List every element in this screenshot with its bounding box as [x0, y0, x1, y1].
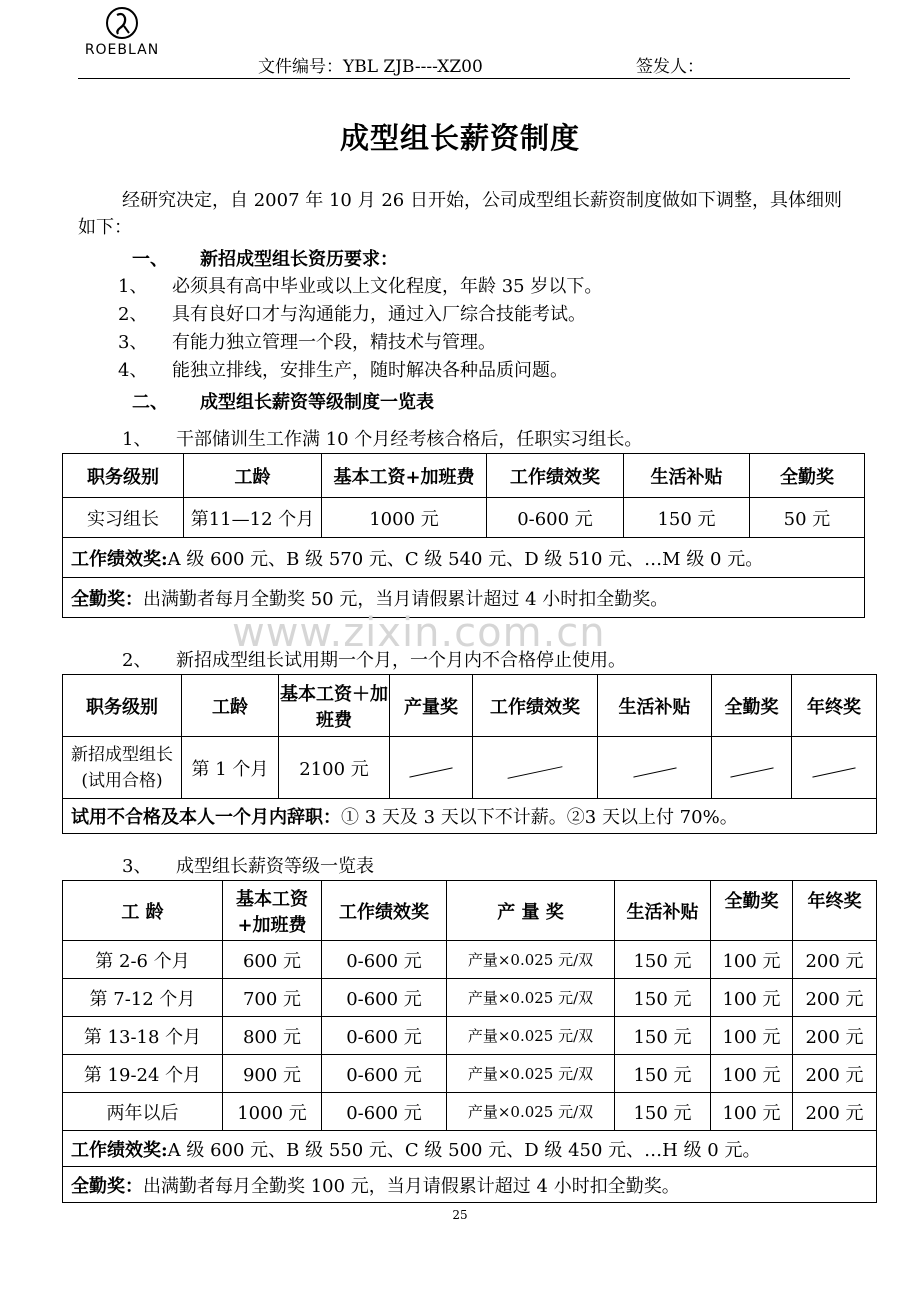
performance-bonus-note	[63, 1131, 877, 1167]
table-cell: 第 13-18 个月	[63, 1017, 223, 1055]
section2-number: 二、	[132, 392, 168, 413]
table-cell: 0-600 元	[322, 941, 447, 979]
table1-caption-number: 1、	[122, 429, 152, 450]
empty-cell	[792, 737, 877, 799]
table-header-cell: 工作绩效奖	[487, 454, 624, 498]
table-cell: 700 元	[223, 979, 322, 1017]
table-cell: 第 1 个月	[182, 737, 279, 799]
table-cell: 1000 元	[223, 1093, 322, 1131]
table3-caption	[122, 852, 374, 878]
list-item-number: 4、	[118, 360, 148, 381]
list-item	[118, 272, 602, 298]
table-header-cell: 年终奖	[793, 881, 877, 941]
note-text: 出满勤者每月全勤奖 50 元，当月请假累计超过 4 小时扣全勤奖。	[143, 588, 669, 610]
table-cell: 2100 元	[279, 737, 390, 799]
table1-caption-text: 干部储训生工作满 10 个月经考核合格后，任职实习组长。	[176, 429, 643, 450]
list-item-text: 具有良好口才与沟通能力，通过入厂综合技能考试。	[172, 304, 586, 325]
table-header-cell: 职务级别	[63, 454, 184, 498]
attendance-bonus-note	[63, 1167, 877, 1203]
table-cell: 100 元	[711, 941, 793, 979]
empty-cell	[390, 737, 473, 799]
note-text: A 级 600 元、B 级 570 元、C 级 540 元、D 级 510 元、…M 级 0 元。	[167, 548, 764, 570]
table-header-cell: 产 量 奖	[447, 881, 615, 941]
list-item-number: 1、	[118, 276, 148, 297]
table-header-cell: 生活补贴	[624, 454, 750, 498]
table-cell: 第 7-12 个月	[63, 979, 223, 1017]
logo-text: ROEBLAN	[84, 42, 160, 58]
table-row	[63, 979, 877, 1017]
table-trainee-leader	[62, 453, 865, 618]
table-header-cell: 基本工资+加班费	[322, 454, 487, 498]
table-header-cell: 基本工资+加班费	[223, 881, 322, 941]
performance-bonus-note	[63, 538, 865, 578]
table3-caption-text: 成型组长薪资等级一览表	[176, 856, 374, 877]
watermark: www.zixin.com.cn	[232, 610, 606, 656]
table-cell: 0-600 元	[322, 1093, 447, 1131]
page-title: 成型组长薪资制度	[339, 121, 580, 155]
table-row	[63, 1093, 877, 1131]
table-row	[63, 737, 877, 799]
table-cell: 200 元	[793, 1055, 877, 1093]
table-probation-leader	[62, 674, 877, 834]
dash-mark	[633, 767, 676, 777]
empty-cell	[598, 737, 712, 799]
table-cell: 100 元	[711, 979, 793, 1017]
table-cell: 0-600 元	[322, 979, 447, 1017]
empty-cell	[473, 737, 598, 799]
note-label: 工作绩效奖:	[71, 1139, 168, 1161]
table-cell: 第 19-24 个月	[63, 1055, 223, 1093]
table-header-cell: 生活补贴	[615, 881, 711, 941]
list-item-number: 2、	[118, 304, 148, 325]
table-leader-salary-grades	[62, 880, 877, 1203]
table2-caption-text: 新招成型组长试用期一个月，一个月内不合格停止使用。	[176, 650, 626, 671]
table-cell: 100 元	[711, 1055, 793, 1093]
table-cell: 产量×0.025 元/双	[447, 1017, 615, 1055]
table-cell: 600 元	[223, 941, 322, 979]
table-note-row	[63, 538, 865, 578]
page-number: 25	[452, 1208, 468, 1222]
table-note-row	[63, 1167, 877, 1203]
table-cell: 两年以后	[63, 1093, 223, 1131]
table-cell: 新招成型组长(试用合格)	[63, 737, 182, 799]
probation-note	[63, 799, 877, 834]
section1-number: 一、	[132, 249, 168, 270]
table-cell: 第 2-6 个月	[63, 941, 223, 979]
table-note-row	[63, 1131, 877, 1167]
note-label: 全勤奖：	[71, 588, 143, 610]
note-text: A 级 600 元、B 级 550 元、C 级 500 元、D 级 450 元、…H 级 0 元。	[167, 1139, 761, 1161]
table-cell: 150 元	[615, 979, 711, 1017]
table-header-cell: 产量奖	[390, 675, 473, 737]
empty-cell	[712, 737, 792, 799]
table-cell: 200 元	[793, 979, 877, 1017]
note-label: 工作绩效奖:	[71, 548, 168, 570]
list-item	[118, 328, 496, 354]
table-header-cell: 全勤奖	[711, 881, 793, 941]
table-cell: 产量×0.025 元/双	[447, 1093, 615, 1131]
note-text: ① 3 天及 3 天以下不计薪。②3 天以上付 70%。	[341, 807, 738, 828]
table-row	[63, 1017, 877, 1055]
list-item-text: 有能力独立管理一个段，精技术与管理。	[172, 332, 496, 353]
table-header-cell: 工龄	[182, 675, 279, 737]
table2-caption-number: 2、	[122, 650, 152, 671]
table-cell: 100 元	[711, 1093, 793, 1131]
file-number: 文件编号：YBL ZJB----XZ00	[258, 57, 483, 77]
table-cell: 200 元	[793, 1017, 877, 1055]
dash-mark	[508, 766, 563, 779]
table-header-cell: 工作绩效奖	[322, 881, 447, 941]
table-header-cell: 基本工资＋加班费	[279, 675, 390, 737]
table2-caption	[122, 646, 626, 672]
table-cell: 800 元	[223, 1017, 322, 1055]
section1-heading-text: 新招成型组长资历要求：	[200, 249, 398, 270]
table-cell: 1000 元	[322, 498, 487, 538]
table-cell: 150 元	[615, 1017, 711, 1055]
section2-heading	[132, 388, 434, 414]
table-cell: 50 元	[750, 498, 865, 538]
note-label: 全勤奖：	[71, 1175, 143, 1197]
table-cell: 0-600 元	[322, 1017, 447, 1055]
table-cell: 900 元	[223, 1055, 322, 1093]
table3-caption-number: 3、	[122, 856, 152, 877]
table-row	[63, 1055, 877, 1093]
dash-mark	[409, 767, 452, 777]
table-header-cell: 工作绩效奖	[473, 675, 598, 737]
dash-mark	[812, 767, 855, 777]
table-header-cell: 工龄	[184, 454, 322, 498]
table-cell: 产量×0.025 元/双	[447, 979, 615, 1017]
section1-heading	[132, 245, 398, 271]
table-cell: 0-600 元	[487, 498, 624, 538]
table-cell: 150 元	[615, 941, 711, 979]
list-item	[118, 356, 568, 382]
note-label: 试用不合格及本人一个月内辞职：	[71, 807, 341, 828]
dash-mark	[730, 767, 773, 777]
table-header-cell: 职务级别	[63, 675, 182, 737]
table-cell: 200 元	[793, 1093, 877, 1131]
table-cell: 实习组长	[63, 498, 184, 538]
table1-caption	[122, 425, 642, 451]
table-cell: 产量×0.025 元/双	[447, 941, 615, 979]
table-cell: 0-600 元	[322, 1055, 447, 1093]
header-divider	[78, 78, 850, 79]
list-item-number: 3、	[118, 332, 148, 353]
table-row	[63, 498, 865, 538]
issuer-label: 签发人：	[636, 57, 704, 77]
table-row	[63, 941, 877, 979]
section2-heading-text: 成型组长薪资等级制度一览表	[200, 392, 434, 413]
table-cell: 产量×0.025 元/双	[447, 1055, 615, 1093]
list-item	[118, 300, 586, 326]
table-cell: 150 元	[615, 1055, 711, 1093]
table-header-cell: 全勤奖	[712, 675, 792, 737]
company-logo	[76, 6, 168, 64]
table-note-row	[63, 799, 877, 834]
table-cell: 200 元	[793, 941, 877, 979]
list-item-text: 能独立排线，安排生产，随时解决各种品质问题。	[172, 360, 568, 381]
table-cell: 第11—12 个月	[184, 498, 322, 538]
table-header-cell: 年终奖	[792, 675, 877, 737]
table-cell: 100 元	[711, 1017, 793, 1055]
table-header-cell: 生活补贴	[598, 675, 712, 737]
intro-paragraph: 经研究决定，自 2007 年 10 月 26 日开始，公司成型组长薪资制度做如下调整，具体细则如下：	[78, 190, 842, 238]
note-text: 出满勤者每月全勤奖 100 元，当月请假累计超过 4 小时扣全勤奖。	[143, 1175, 680, 1197]
table-cell: 150 元	[624, 498, 750, 538]
table-header-cell: 全勤奖	[750, 454, 865, 498]
logo-emblem-icon	[105, 6, 139, 40]
table-header-cell: 工 龄	[63, 881, 223, 941]
list-item-text: 必须具有高中毕业或以上文化程度，年龄 35 岁以下。	[172, 276, 603, 297]
table-cell: 150 元	[615, 1093, 711, 1131]
